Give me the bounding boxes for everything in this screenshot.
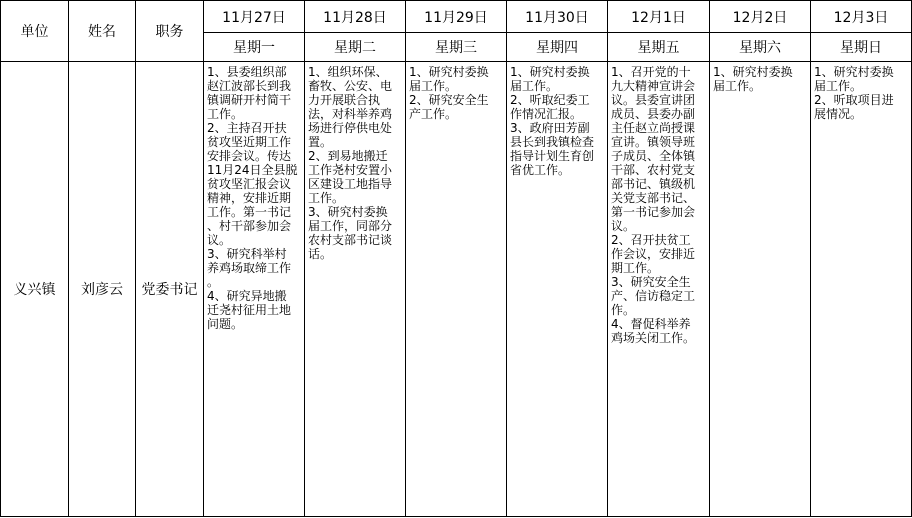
schedule-line: 关党支部书记、 xyxy=(611,191,696,205)
schedule-line: 场进行停供电处 xyxy=(308,121,393,135)
schedule-line: 2、研究安全生 xyxy=(409,93,489,107)
schedule-line: 宣讲。镇领导班 xyxy=(611,135,696,149)
schedule-line: 子成员、全体镇 xyxy=(611,149,696,163)
schedule-line: 指导计划生育创 xyxy=(510,149,595,163)
schedule-line: 届工作。 xyxy=(814,79,863,93)
schedule-line: 迁尧村征用土地 xyxy=(207,303,292,317)
schedule-line: 工作尧村安置小 xyxy=(308,163,393,177)
schedule-line: 县长到我镇检查 xyxy=(510,135,595,149)
schedule-line: 届工作。 xyxy=(713,79,762,93)
schedule-line: 部书记、镇级机 xyxy=(611,177,696,191)
position-cell: 党委书记 xyxy=(136,62,204,517)
schedule-line: 农村支部书记谈 xyxy=(308,233,393,247)
schedule-line: 贫攻坚汇报会议 xyxy=(207,177,292,191)
schedule-line: 作会议，安排近 xyxy=(611,247,696,261)
date-header-4: 12月1日 xyxy=(608,1,710,33)
schedule-line: 2、到易地搬迁 xyxy=(308,149,388,163)
schedule-cell-fri xyxy=(608,62,710,517)
schedule-line: 工作。 xyxy=(308,191,345,205)
schedule-line: 作情况汇报。 xyxy=(510,107,583,121)
schedule-line: 赵江波部长到我 xyxy=(207,79,292,93)
schedule-line: 干部、农村党支 xyxy=(611,163,696,177)
schedule-line: 主任赵立尚授课 xyxy=(611,121,696,135)
schedule-line: 议。 xyxy=(207,233,232,247)
schedule-line: 3、研究科举村 xyxy=(207,247,287,261)
schedule-line: 1、研究村委换 xyxy=(713,65,793,79)
schedule-line: 届工作。 xyxy=(510,79,559,93)
schedule-line: 3、研究村委换 xyxy=(308,205,388,219)
schedule-line: 3、研究安全生 xyxy=(611,275,691,289)
schedule-cell-tue xyxy=(305,62,406,517)
schedule-line: 成员、县委办副 xyxy=(611,107,696,121)
schedule-line: 精神，安排近期 xyxy=(207,191,292,205)
schedule-cell-mon xyxy=(204,62,305,517)
schedule-line: 力开展联合执 xyxy=(308,93,381,107)
schedule-line: 3、政府田芳副 xyxy=(510,121,590,135)
schedule-line: 议。 xyxy=(611,219,636,233)
schedule-line: 1、组织环保、 xyxy=(308,65,388,79)
weekday-header-3: 星期四 xyxy=(507,33,608,62)
schedule-line: 1、研究村委换 xyxy=(510,65,590,79)
weekday-header-2: 星期三 xyxy=(406,33,507,62)
schedule-line: 贫攻坚近期工作 xyxy=(207,135,292,149)
weekday-header-4: 星期五 xyxy=(608,33,710,62)
schedule-cell-sat xyxy=(710,62,811,517)
schedule-cell-thu xyxy=(507,62,608,517)
schedule-line: 问题。 xyxy=(207,317,244,331)
schedule-line: 4、督促科举养 xyxy=(611,317,691,331)
schedule-line: 九大精神宣讲会 xyxy=(611,79,696,93)
schedule-line: 届工作。 xyxy=(409,79,458,93)
schedule-line: 议。县委宣讲团 xyxy=(611,93,696,107)
weekday-header-0: 星期一 xyxy=(204,33,305,62)
unit-cell: 义兴镇 xyxy=(1,62,69,517)
schedule-line: 第一书记参加会 xyxy=(611,205,696,219)
schedule-line: 法，对科举养鸡 xyxy=(308,107,393,121)
position-header: 职务 xyxy=(136,1,204,62)
schedule-line: 鸡场关闭工作。 xyxy=(611,331,696,345)
schedule-cell-wed xyxy=(406,62,507,517)
schedule-line: 2、听取项目进 xyxy=(814,93,894,107)
schedule-line: 养鸡场取缔工作 xyxy=(207,261,292,275)
schedule-line: 2、听取纪委工 xyxy=(510,93,590,107)
schedule-line: 区建设工地指导 xyxy=(308,177,393,191)
schedule-line: 4、研究异地搬 xyxy=(207,289,287,303)
schedule-line: 1、研究村委换 xyxy=(814,65,894,79)
schedule-cell-sun xyxy=(811,62,912,517)
schedule-line: 话。 xyxy=(308,247,333,261)
schedule-line: 展情况。 xyxy=(814,107,863,121)
schedule-line: 1、召开党的十 xyxy=(611,65,691,79)
date-header-1: 11月28日 xyxy=(305,1,406,33)
date-header-6: 12月3日 xyxy=(811,1,912,33)
schedule-line: 产工作。 xyxy=(409,107,458,121)
schedule-line: 。 xyxy=(207,275,220,289)
weekday-header-5: 星期六 xyxy=(710,33,811,62)
unit-header: 单位 xyxy=(1,1,69,62)
schedule-line: 2、主持召开扶 xyxy=(207,121,287,135)
schedule-line: 期工作。 xyxy=(611,261,660,275)
schedule-line: 2、召开扶贫工 xyxy=(611,233,691,247)
schedule-line: 安排会议。传达 xyxy=(207,149,292,163)
schedule-line: 届工作，同部分 xyxy=(308,219,393,233)
date-header-0: 11月27日 xyxy=(204,1,305,33)
schedule-line: 畜牧、公安、电 xyxy=(308,79,393,93)
date-header-3: 11月30日 xyxy=(507,1,608,33)
schedule-line: 镇调研开村简干 xyxy=(207,93,292,107)
schedule-line: 作。 xyxy=(611,303,636,317)
schedule-line: 置。 xyxy=(308,135,333,149)
weekday-header-6: 星期日 xyxy=(811,33,912,62)
schedule-line: 产、信访稳定工 xyxy=(611,289,696,303)
schedule-line: 1、县委组织部 xyxy=(207,65,287,79)
schedule-line: 工作。 xyxy=(207,107,244,121)
schedule-line: 工作。第一书记 xyxy=(207,205,292,219)
date-header-5: 12月2日 xyxy=(710,1,811,33)
schedule-line: 11月24日全县脱 xyxy=(207,163,298,177)
date-header-2: 11月29日 xyxy=(406,1,507,33)
schedule-line: 1、研究村委换 xyxy=(409,65,489,79)
schedule-line: 、村干部参加会 xyxy=(207,219,292,233)
schedule-line: 省优工作。 xyxy=(510,163,571,177)
name-cell: 刘彦云 xyxy=(69,62,136,517)
name-header: 姓名 xyxy=(69,1,136,62)
weekday-header-1: 星期二 xyxy=(305,33,406,62)
